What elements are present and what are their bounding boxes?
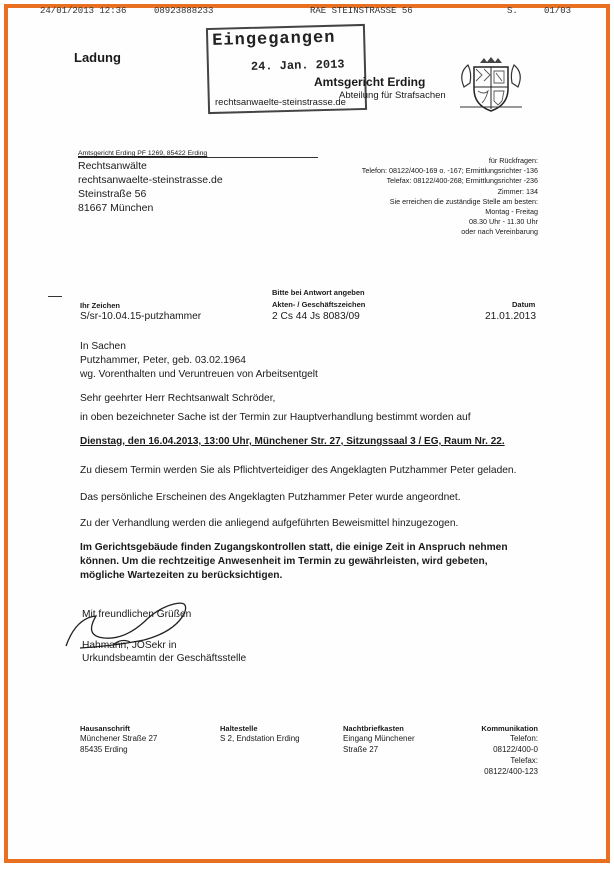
salutation: Sehr geehrter Herr Rechtsanwalt Schröder, bbox=[80, 393, 276, 404]
closing-greeting: Mit freundlichen Grüßen bbox=[82, 609, 192, 620]
contact-line-8: oder nach Vereinbarung bbox=[461, 227, 538, 237]
footer-fax-label: Telefax: bbox=[510, 756, 538, 765]
footer-address-heading: Hausanschrift bbox=[80, 724, 131, 733]
appointment-text: Dienstag, den 16.04.2013, 13:00 Uhr, Münchener Str. 27, Sitzungssaal 3 / EG, Raum Nr. 22. bbox=[80, 436, 505, 447]
contact-line-2: Telefon: 08122/400-169 o. -167; Ermittlungsrichter -136 bbox=[361, 166, 538, 176]
recipient-block bbox=[78, 159, 223, 215]
contact-line-3: Telefax: 08122/400-268; Ermittlungsrichter -236 bbox=[386, 176, 538, 186]
clerk-name: Hahmann, JOSekr in bbox=[82, 640, 177, 651]
document-type: Ladung bbox=[74, 50, 121, 65]
fax-datetime: 24/01/2013 12:36 bbox=[40, 6, 127, 16]
paragraph-2: Das persönliche Erscheinen des Angeklagten Putzhammer Peter wurde angeordnet. bbox=[80, 492, 461, 503]
fold-mark bbox=[48, 296, 62, 297]
paragraph-1: Zu diesem Termin werden Sie als Pflichtverteidiger des Angeklagten Putzhammer Peter geladen. bbox=[80, 465, 517, 476]
coat-of-arms-icon bbox=[456, 57, 526, 115]
our-ref-label: Akten- / Geschäftszeichen bbox=[272, 300, 366, 309]
footer-phone-label: Telefon: bbox=[509, 734, 538, 743]
footer-mailbox-line-2: Straße 27 bbox=[343, 745, 379, 754]
date-label: Datum bbox=[512, 300, 536, 309]
notice-line-3: mögliche Wartezeiten zu berücksichtigen. bbox=[80, 570, 283, 581]
footer-address-line-2: 85435 Erding bbox=[80, 745, 128, 754]
stamp-title: Eingegangen bbox=[212, 28, 336, 51]
footer-communication bbox=[481, 724, 538, 777]
contact-line-5: Sie erreichen die zuständige Stelle am besten: bbox=[389, 196, 538, 206]
recipient-line-1: Rechtsanwälte bbox=[78, 160, 147, 172]
address-divider bbox=[78, 157, 318, 158]
contact-info bbox=[362, 156, 538, 238]
footer-fax: 08122/400-123 bbox=[484, 767, 538, 776]
recipient-line-2: rechtsanwaelte-steinstrasse.de bbox=[78, 174, 223, 186]
matter-block bbox=[80, 340, 318, 382]
paragraph-3: Zu der Verhandlung werden die anliegend aufgeführten Beweismittel hinzugezogen. bbox=[80, 518, 459, 529]
access-notice bbox=[80, 541, 508, 583]
footer-stop-line-1: S 2, Endstation Erding bbox=[220, 734, 300, 743]
recipient-line-3: Steinstraße 56 bbox=[78, 188, 147, 200]
footer-phone: 08122/400-0 bbox=[493, 745, 538, 754]
footer-mailbox-line-1: Eingang Münchener bbox=[343, 734, 415, 743]
stamp-firm: rechtsanwaelte-steinstrasse.de bbox=[215, 97, 346, 108]
clerk-title: Urkundsbeamtin der Geschäftsstelle bbox=[82, 653, 247, 664]
footer-communication-heading: Kommunikation bbox=[481, 724, 538, 733]
matter-line-2: Putzhammer, Peter, geb. 03.02.1964 bbox=[80, 355, 246, 366]
footer-stop bbox=[220, 724, 300, 744]
contact-line-7: 08.30 Uhr - 11.30 Uhr bbox=[469, 217, 538, 227]
reply-note: Bitte bei Antwort angeben bbox=[272, 288, 365, 297]
stamp-date: 24. Jan. 2013 bbox=[250, 57, 345, 74]
notice-line-2: können. Um die rechtzeitige Anwesenheit im Termin zu gewährleisten, wird gebeten, bbox=[80, 556, 488, 567]
our-ref: 2 Cs 44 Js 8083/09 bbox=[272, 311, 360, 322]
intro-text: in oben bezeichneter Sache ist der Termin zur Hauptverhandlung bestimmt worden auf bbox=[80, 412, 471, 423]
contact-line-1: für Rückfragen: bbox=[488, 156, 538, 165]
fax-number: 08923888233 bbox=[154, 6, 214, 16]
footer-address-line-1: Münchener Straße 27 bbox=[80, 734, 158, 743]
fax-page-label: S. bbox=[507, 6, 518, 16]
footer-stop-heading: Haltestelle bbox=[220, 724, 258, 733]
letter-page bbox=[4, 4, 610, 863]
letter-date: 21.01.2013 bbox=[485, 311, 536, 322]
contact-line-6: Montag - Freitag bbox=[485, 207, 538, 217]
return-address: Amtsgericht Erding PF 1269, 85422 Erding bbox=[78, 150, 208, 157]
your-ref: S/sr-10.04.15-putzhammer bbox=[80, 311, 202, 322]
contact-line-4: Zimmer: 134 bbox=[497, 186, 538, 196]
notice-line-1: Im Gerichtsgebäude finden Zugangskontrollen statt, die einige Zeit in Anspruch nehmen bbox=[80, 542, 508, 553]
fax-page: 01/03 bbox=[544, 6, 572, 16]
recipient-line-4: 81667 München bbox=[78, 202, 154, 214]
matter-line-1: In Sachen bbox=[80, 341, 126, 352]
footer-address bbox=[80, 724, 157, 755]
fax-sender: RAE STEINSTRASSE 56 bbox=[310, 6, 413, 16]
court-name: Amtsgericht Erding bbox=[314, 75, 426, 89]
court-department: Abteilung für Strafsachen bbox=[339, 90, 446, 101]
your-ref-label: Ihr Zeichen bbox=[80, 301, 121, 310]
footer-mailbox bbox=[343, 724, 415, 755]
matter-line-3: wg. Vorenthalten und Veruntreuen von Arbeitsentgelt bbox=[80, 369, 318, 380]
footer-mailbox-heading: Nachtbriefkasten bbox=[343, 724, 404, 733]
